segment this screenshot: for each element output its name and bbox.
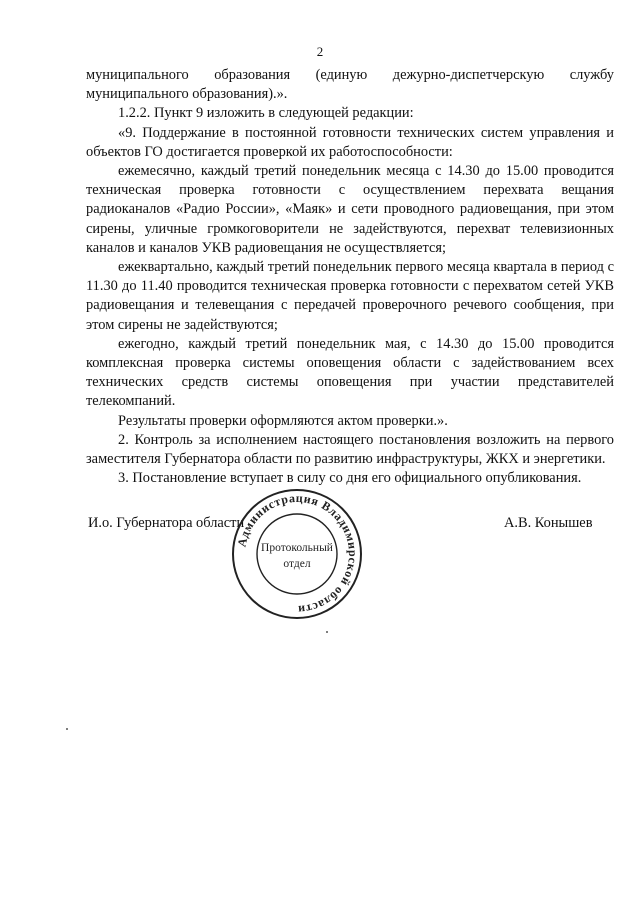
paragraph-quarterly: ежеквартально, каждый третий понедельник первого месяца квартала в период с 11.30 до 11.40 проводится техническая проверка готовности с перехватом сетей УКВ радиовещания и телевещания с передачей проверочного речевого сообщения, при этом сирены не задействуются; bbox=[86, 259, 614, 333]
paragraph-continuation-line: муниципального образования (единую дежурно-диспетчерскую службу bbox=[86, 67, 614, 83]
paragraph-yearly: ежегодно, каждый третий понедельник мая, с 14.30 до 15.00 проводится комплексная проверка системы оповещения области с задействованием всех технических средств системы оповещения при участии представителей телекомпаний. bbox=[86, 335, 614, 410]
paragraph-1-2-2: 1.2.2. Пункт 9 изложить в следующей редакции: bbox=[118, 105, 414, 122]
signer-title: И.о. Губернатора области bbox=[88, 515, 245, 531]
svg-text:Администрация Владимирской обл: Администрация Владимирской области bbox=[234, 490, 361, 618]
official-stamp bbox=[228, 485, 366, 623]
page-number: 2 bbox=[316, 44, 324, 59]
svg-text:отдел: отдел bbox=[283, 558, 311, 570]
signer-name: А.В. Конышев bbox=[504, 515, 593, 531]
paragraph-item-9: «9. Поддержание в постоянной готовности технических систем управления и объектов ГО достигается проверкой их работоспособности: bbox=[86, 124, 614, 160]
paragraph-continuation-end: муниципального образования).». bbox=[86, 86, 288, 103]
paragraph-results: Результаты проверки оформляются актом проверки.». bbox=[118, 412, 448, 429]
svg-text:Протокольный: Протокольный bbox=[261, 542, 333, 554]
document-body bbox=[86, 66, 614, 488]
scan-speck bbox=[66, 728, 68, 730]
paragraph-monthly: ежемесячно, каждый третий понедельник месяца с 14.30 до 15.00 проводится техническая проверка готовности с осуществлением перехвата вещания радиоканалов «Радио России», «Маяк» и сети проводного радиовещания, при этом сирены, уличные громкоговорители не задействуются, перехват телевизионных каналов и каналов УКВ радиовещания не осуществляется; bbox=[86, 163, 614, 256]
scan-speck bbox=[326, 631, 328, 633]
paragraph-clause-3: 3. Постановление вступает в силу со дня его официального опубликования. bbox=[118, 470, 582, 487]
paragraph-clause-2: 2. Контроль за исполнением настоящего постановления возложить на первого заместителя Губернатора области по развитию инфраструктуры, ЖКХ и энергетики. bbox=[86, 431, 614, 468]
signature-block bbox=[0, 490, 640, 643]
